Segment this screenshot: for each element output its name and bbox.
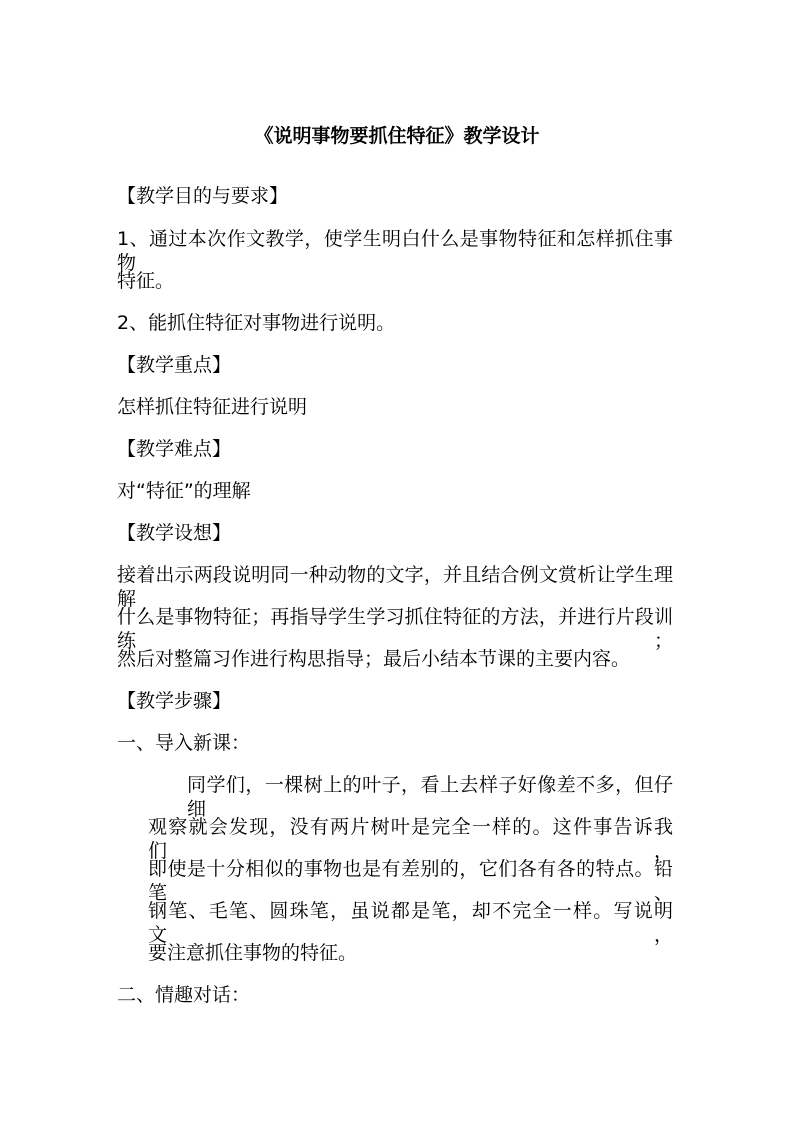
step-1-paragraph-line-4: 钢笔、毛笔、圆珠笔，虽说都是笔，却不完全一样。写说明文， [148, 900, 673, 946]
step-2-heading: 二、情趣对话： [117, 984, 251, 1006]
steps-heading: 【教学步骤】 [117, 690, 232, 712]
step-1-heading: 一、导入新课： [117, 732, 251, 754]
concept-line-1: 接着出示两段说明同一种动物的文字，并且结合例文赏析让学生理解 [117, 564, 673, 610]
step-1-paragraph-line-5: 要注意抓住事物的特征。 [148, 942, 358, 964]
goals-heading: 【教学目的与要求】 [117, 185, 289, 207]
goals-item-2: 2、能抓住特征对事物进行说明。 [117, 312, 396, 334]
concept-line-2: 什么是事物特征；再指导学生学习抓住特征的方法，并进行片段训练； [117, 606, 673, 652]
step-1-paragraph-line-3: 即使是十分相似的事物也是有差别的，它们各有各的特点。铅笔、 [148, 858, 673, 904]
concept-heading: 【教学设想】 [117, 522, 232, 544]
difficulty-text: 对“特征”的理解 [117, 480, 251, 502]
concept-line-3: 然后对整篇习作进行构思指导；最后小结本节课的主要内容。 [117, 648, 631, 670]
goals-item-1-line-1: 1、通过本次作文教学，使学生明白什么是事物特征和怎样抓住事物 [117, 228, 673, 274]
step-1-paragraph-line-1: 同学们，一棵树上的叶子，看上去样子好像差不多，但仔细 [187, 774, 673, 820]
document-title: 《说明事物要抓住特征》教学设计 [254, 125, 540, 147]
key-point-heading: 【教学重点】 [117, 354, 232, 376]
key-point-text: 怎样抓住特征进行说明 [117, 396, 308, 418]
difficulty-heading: 【教学难点】 [117, 438, 232, 460]
goals-item-1-line-2: 特征。 [117, 270, 175, 292]
step-1-paragraph-line-2: 观察就会发现，没有两片树叶是完全一样的。这件事告诉我们， [148, 816, 673, 862]
